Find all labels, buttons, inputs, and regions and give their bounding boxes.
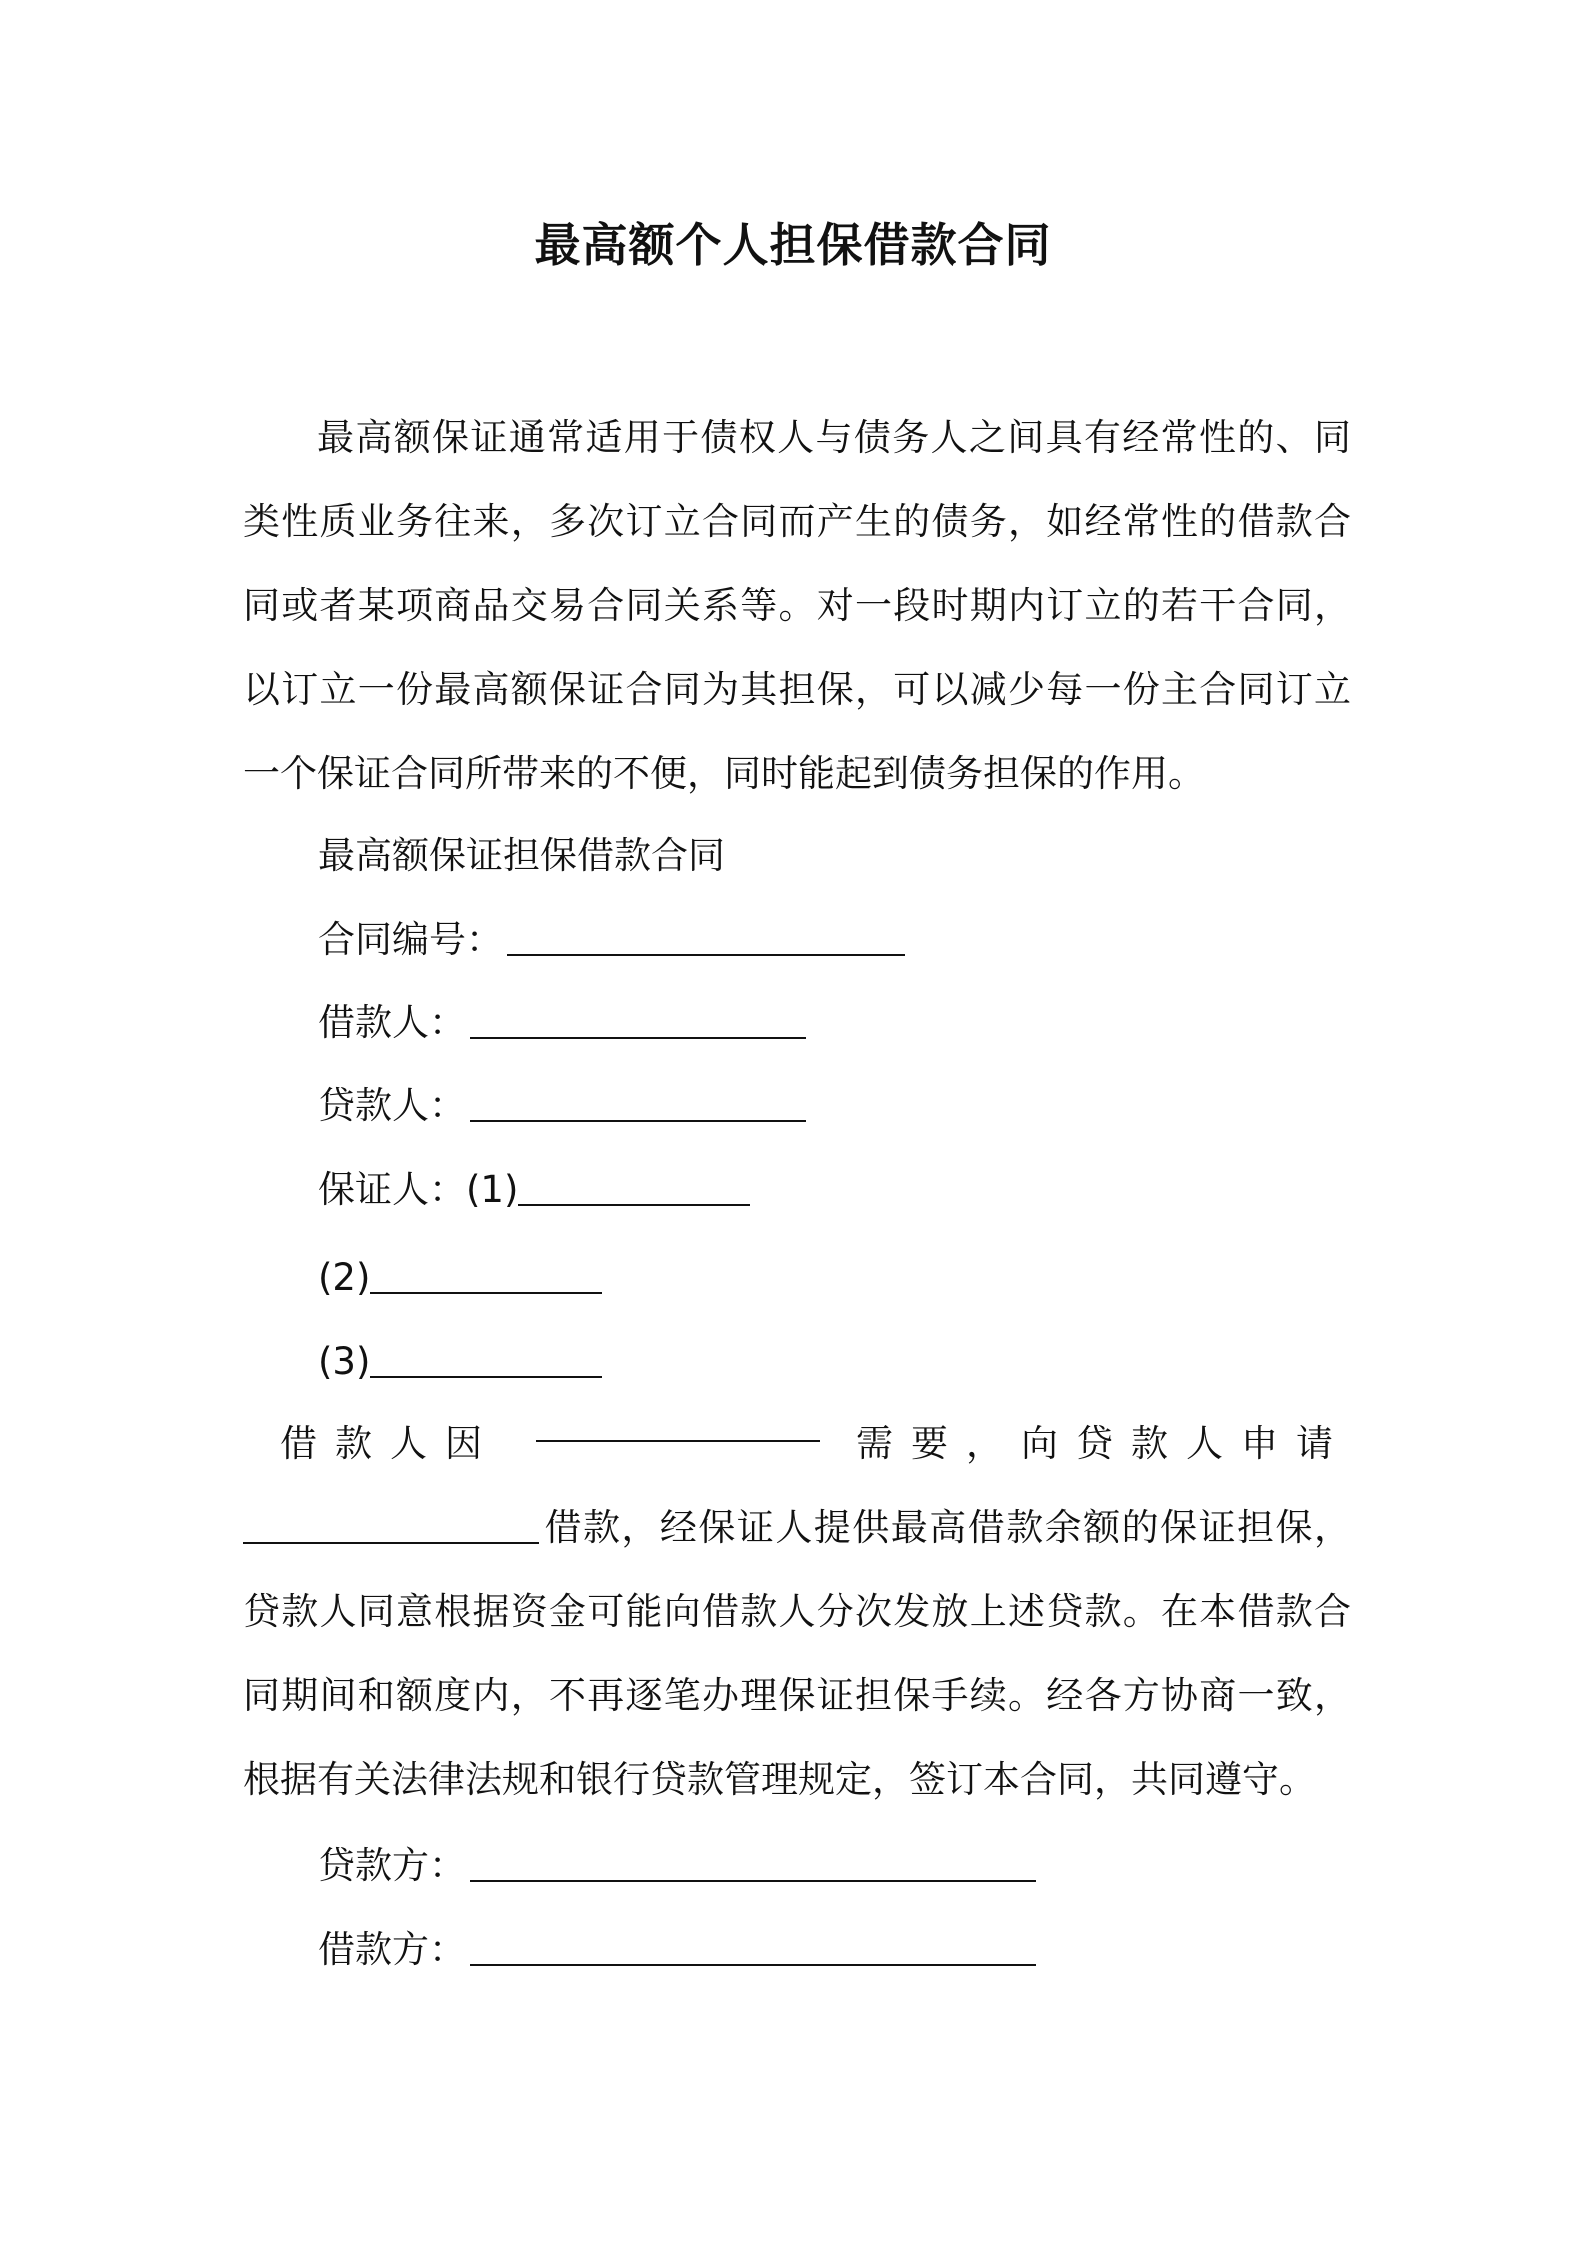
guarantor-3-blank [370, 1338, 602, 1378]
borrower-signature-field [318, 1920, 1036, 1980]
borrower-blank [470, 999, 806, 1039]
body-first-line [243, 1402, 1351, 1486]
body-part-1: 借款人因 [280, 1422, 500, 1465]
body-part-2: 需要，向贷款人申请 [856, 1422, 1351, 1465]
lender-field [318, 1076, 806, 1136]
lender-blank [470, 1082, 806, 1122]
borrower-label: 借款人： [318, 1001, 466, 1044]
document-title: 最高额个人担保借款合同 [534, 218, 1052, 272]
guarantor-2-blank [370, 1254, 602, 1294]
lender-label: 贷款人： [318, 1084, 466, 1127]
guarantor-label: 保证人： [318, 1168, 466, 1211]
contract-number-field [318, 910, 905, 970]
intro-paragraph: 最高额保证通常适用于债权人与债务人之间具有经常性的、同类性质业务往来，多次订立合同而产生的债务，如经常性的借款合同或者某项商品交易合同关系等。对一段时期内订立的若干合同，以订立一份最高额保证合同为其担保，可以减少每一份主合同订立一个保证合同所带来的不便，同时能起到债务担保的作用。 [243, 416, 1351, 795]
borrower-field [318, 993, 806, 1053]
borrower-signature-blank [470, 1926, 1036, 1966]
lender-signature-field [318, 1836, 1036, 1896]
guarantor-2-number: (2) [318, 1256, 371, 1299]
contract-number-blank [507, 916, 905, 956]
lender-signature-label: 贷款方： [318, 1844, 466, 1887]
body-rest [243, 1486, 1351, 1822]
contract-number-label: 合同编号： [318, 918, 503, 961]
guarantor-field [318, 1160, 750, 1220]
lender-signature-blank [470, 1842, 1036, 1882]
guarantor-3-number: (3) [318, 1340, 371, 1383]
body-part-3: 借款，经保证人提供最高借款余额的保证担保，贷款人同意根据资金可能向借款人分次发放上述贷款。在本借款合同期间和额度内，不再逐笔办理保证担保手续。经各方协商一致，根据有关法律法规和银行贷款管理规定，签订本合同，共同遵守。 [243, 1506, 1351, 1801]
contract-subtitle: 最高额保证担保借款合同 [318, 834, 725, 877]
guarantor-1-blank [518, 1166, 750, 1206]
guarantor-3-field [318, 1332, 602, 1392]
amount-blank [243, 1504, 539, 1544]
need-blank [536, 1402, 820, 1442]
guarantor-2-field [318, 1248, 602, 1308]
guarantor-1-number: (1) [466, 1168, 519, 1211]
borrower-signature-label: 借款方： [318, 1928, 466, 1971]
body-paragraph [243, 1402, 1351, 1822]
